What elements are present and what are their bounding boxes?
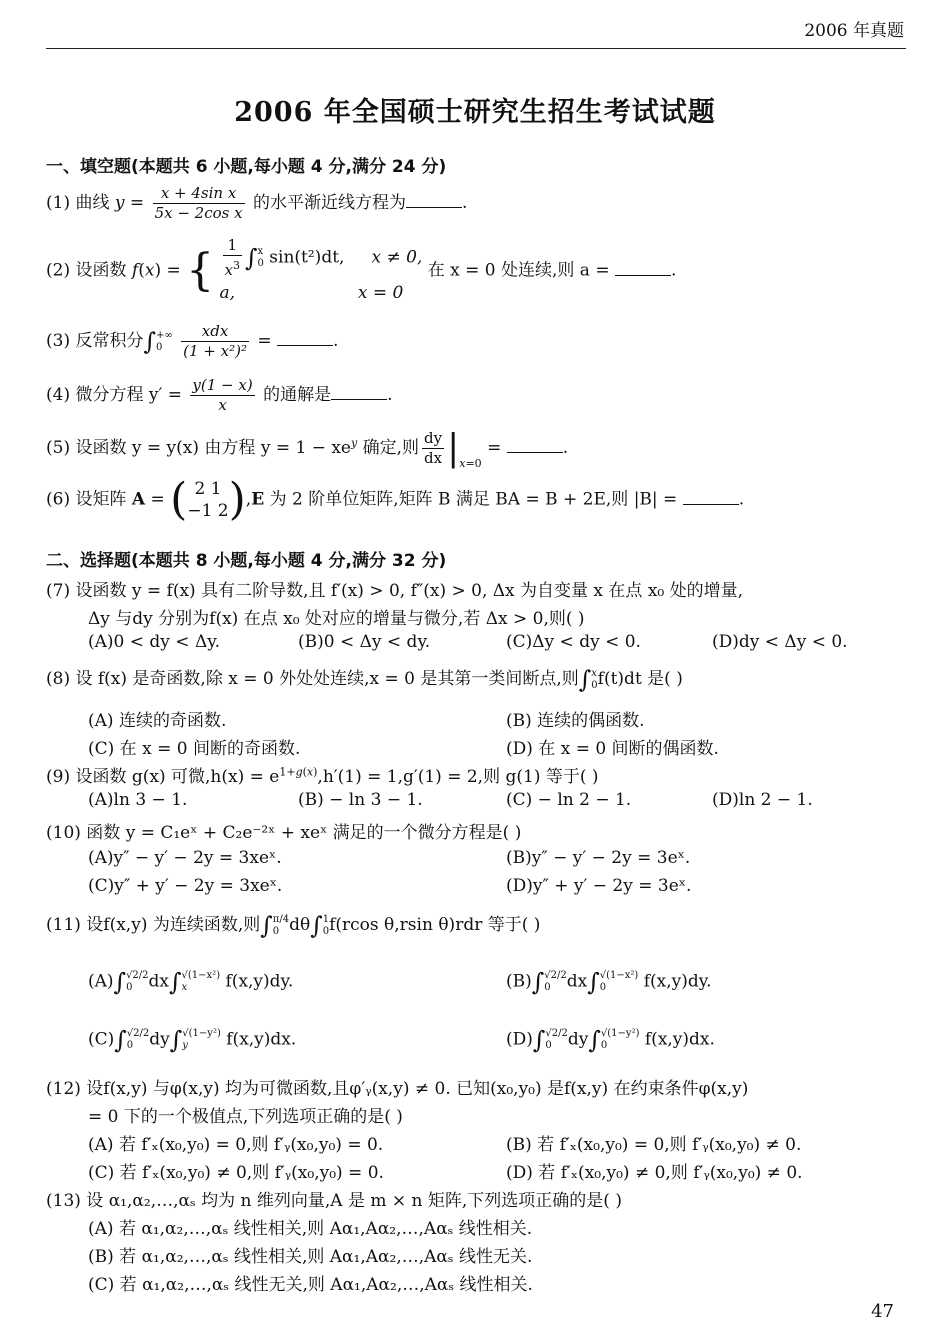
option-c: (C)y″ + y′ − 2y = 3xeˣ. — [88, 876, 283, 896]
option-b: (B)∫√2/2 0 dx∫√(1−x²) 0 f(x,y)dy. — [506, 968, 712, 996]
option-a: (A) 连续的奇函数. — [88, 711, 227, 731]
question-12: (12) 设f(x,y) 与φ(x,y) 均为可微函数,且φ′ᵧ(x,y) ≠ 0. 已知(x₀,y₀) 是f(x,y) 在约束条件φ(x,y) — [46, 1079, 749, 1099]
question-text: 设函数 — [75, 260, 127, 281]
option-b: (B)y″ − y′ − 2y = 3eˣ. — [506, 848, 691, 868]
option-b: (B) − ln 3 − 1. — [298, 790, 423, 810]
question-number: (3) — [46, 331, 71, 351]
question-6: (6) 设矩阵 A = ( 2 1 −1 2 ),E 为 2 阶单位矩阵,矩阵 B 满足 BA = B + 2E,则 |B| = . — [46, 474, 745, 525]
piecewise-cases: $\frac{1}{x^3}$ ∫x 0 sin(t²)dt, x ≠ 0, a, x = 0 — [219, 236, 423, 303]
exam-title: 2006 年全国硕士研究生招生考试试题 — [234, 97, 716, 128]
question-text: 反常积分 — [75, 331, 144, 351]
question-13: (13) 设 α₁,α₂,…,αₛ 均为 n 维列向量,A 是 m × n 矩阵,下列选项正确的是( ) — [46, 1191, 622, 1211]
option-a: (A) 若 α₁,α₂,…,αₛ 线性相关,则 Aα₁,Aα₂,…,Aαₛ 线性相关. — [88, 1219, 533, 1239]
question-number: (4) — [46, 385, 71, 405]
answer-blank — [683, 490, 739, 505]
page-number: 47 — [871, 1301, 894, 1322]
question-3: (3) 反常积分∫+∞ 0 $\frac{\text{xdx}}{\text{(1 + x²)²}}$ = . — [46, 322, 339, 360]
question-text: 微分方程 y′ = — [75, 385, 183, 405]
question-10: (10) 函数 y = C₁eˣ + C₂e⁻²ˣ + xeˣ 满足的一个微分方程是( ) — [46, 823, 522, 843]
question-text: 在 x = 0 处连续,则 a = — [427, 260, 610, 281]
answer-blank — [507, 438, 563, 453]
question-text: 的通解是 — [263, 385, 332, 405]
running-header: 2006 年真题 — [804, 21, 904, 41]
option-d: (D) 若 f′ₓ(x₀,y₀) ≠ 0,则 f′ᵧ(x₀,y₀) ≠ 0. — [506, 1163, 803, 1183]
question-number: (2) — [46, 260, 71, 281]
option-c: (C)Δy < dy < 0. — [506, 632, 641, 652]
question-5: (5) 设函数 y = y(x) 由方程 $y = 1 - xe^y$ 确定,则 $\frac{dy}{dx}$ $|_{x=0}$ = . — [46, 428, 569, 470]
option-c: (C) − ln 2 − 1. — [506, 790, 632, 810]
option-b: (B) 若 f′ₓ(x₀,y₀) = 0,则 f′ᵧ(x₀,y₀) ≠ 0. — [506, 1135, 802, 1155]
question-8: (8) 设 f(x) 是奇函数,除 x = 0 外处处连续,x = 0 是其第一类间断点,则∫x 0f(t)dt 是( ) — [46, 665, 683, 694]
question-number: (5) — [46, 438, 71, 458]
left-brace: { — [186, 245, 215, 296]
question-number: (6) — [46, 489, 71, 510]
fraction: $\frac{\text{x + 4sin x}}{\text{5x − 2cos x}}$ — [154, 184, 243, 222]
option-a: (A)y″ − y′ − 2y = 3xeˣ. — [88, 848, 282, 868]
option-c: (C)∫√2/2 0 dy∫√(1−y²) y f(x,y)dx. — [88, 1026, 297, 1054]
question-text: 曲线 — [75, 193, 110, 213]
question-2: (2) 设函数 f(x) = { $\frac{1}{x^3}$ ∫x 0 sin(t²)dt, x ≠ 0, a, x = 0 在 x = 0 处连续,则 a = . — [46, 236, 906, 306]
option-d: (D)y″ + y′ − 2y = 3eˣ. — [506, 876, 692, 896]
question-7-continued: Δy 与dy 分别为f(x) 在点 x₀ 处对应的增量与微分,若 Δx > 0,则( ) — [88, 609, 585, 629]
section-heading-multiple-choice: 二、选择题(本题共 8 小题,每小题 4 分,满分 32 分) — [46, 551, 447, 571]
header-rule — [46, 48, 906, 49]
answer-blank — [331, 385, 387, 400]
option-b: (B)0 < Δy < dy. — [298, 632, 431, 652]
option-a: (A)ln 3 − 1. — [88, 790, 188, 810]
question-text: 为 2 阶单位矩阵,矩阵 B 满足 BA = B + 2E,则 |B| = — [269, 489, 678, 510]
question-7: (7) 设函数 y = f(x) 具有二阶导数,且 f′(x) > 0, f″(x) > 0, Δx 为自变量 x 在点 x₀ 处的增量, — [46, 581, 744, 601]
fraction: $\frac{\text{xdx}}{\text{(1 + x²)²}}$ — [183, 322, 247, 360]
answer-blank — [406, 193, 462, 208]
option-d: (D) 在 x = 0 间断的偶函数. — [506, 739, 719, 759]
question-text: 的水平渐近线方程为 — [253, 193, 406, 213]
option-d: (D)ln 2 − 1. — [712, 790, 813, 810]
option-b: (B) 若 α₁,α₂,…,αₛ 线性相关,则 Aα₁,Aα₂,…,Aαₛ 线性无关. — [88, 1247, 533, 1267]
question-text: 确定,则 — [362, 438, 420, 458]
option-a: (A)∫√2/2 0 dx∫√(1−x²) x f(x,y)dy. — [88, 968, 294, 996]
question-12-continued: = 0 下的一个极值点,下列选项正确的是( ) — [88, 1107, 403, 1127]
option-d: (D)dy < Δy < 0. — [712, 632, 848, 652]
question-text: 设函数 y = y(x) 由方程 y = 1 − xe — [75, 438, 351, 458]
question-1: (1) 曲线 y = $\frac{\text{x + 4sin x}}{\text{5x − 2cos x}}$ 的水平渐近线方程为 . — [46, 184, 468, 222]
question-11: (11) 设f(x,y) 为连续函数,则∫π/4 0 dθ∫1 0f(rcos θ,rsin θ)rdr 等于( ) — [46, 911, 541, 940]
option-a: (A)0 < dy < Δy. — [88, 632, 220, 652]
option-a: (A) 若 f′ₓ(x₀,y₀) = 0,则 f′ᵧ(x₀,y₀) = 0. — [88, 1135, 384, 1155]
question-4: (4) 微分方程 y′ = $\frac{y(1 - x)}{x}$ 的通解是 . — [46, 376, 393, 414]
question-9: (9) 设函数 g(x) 可微$,h(x) = e^{1+g(x)},h'(1) = 1,g'(1) = 2$,则 g(1) 等于( ) — [46, 765, 599, 787]
section-heading-fill-in: 一、填空题(本题共 6 小题,每小题 4 分,满分 24 分) — [46, 157, 447, 177]
option-d: (D)∫√2/2 0 dy∫√(1−y²) 0 f(x,y)dx. — [506, 1026, 715, 1054]
fraction: $\frac{y(1 - x)}{x}$ — [192, 376, 253, 414]
answer-blank — [277, 331, 333, 346]
question-number: (1) — [46, 193, 71, 213]
option-b: (B) 连续的偶函数. — [506, 711, 645, 731]
option-c: (C) 在 x = 0 间断的奇函数. — [88, 739, 301, 759]
question-text: 设矩阵 — [75, 489, 127, 510]
option-c: (C) 若 f′ₓ(x₀,y₀) ≠ 0,则 f′ᵧ(x₀,y₀) = 0. — [88, 1163, 384, 1183]
answer-blank — [615, 261, 671, 276]
matrix-A: 2 1 −1 2 — [187, 479, 229, 521]
option-c: (C) 若 α₁,α₂,…,αₛ 线性无关,则 Aα₁,Aα₂,…,Aαₛ 线性相关. — [88, 1275, 533, 1295]
